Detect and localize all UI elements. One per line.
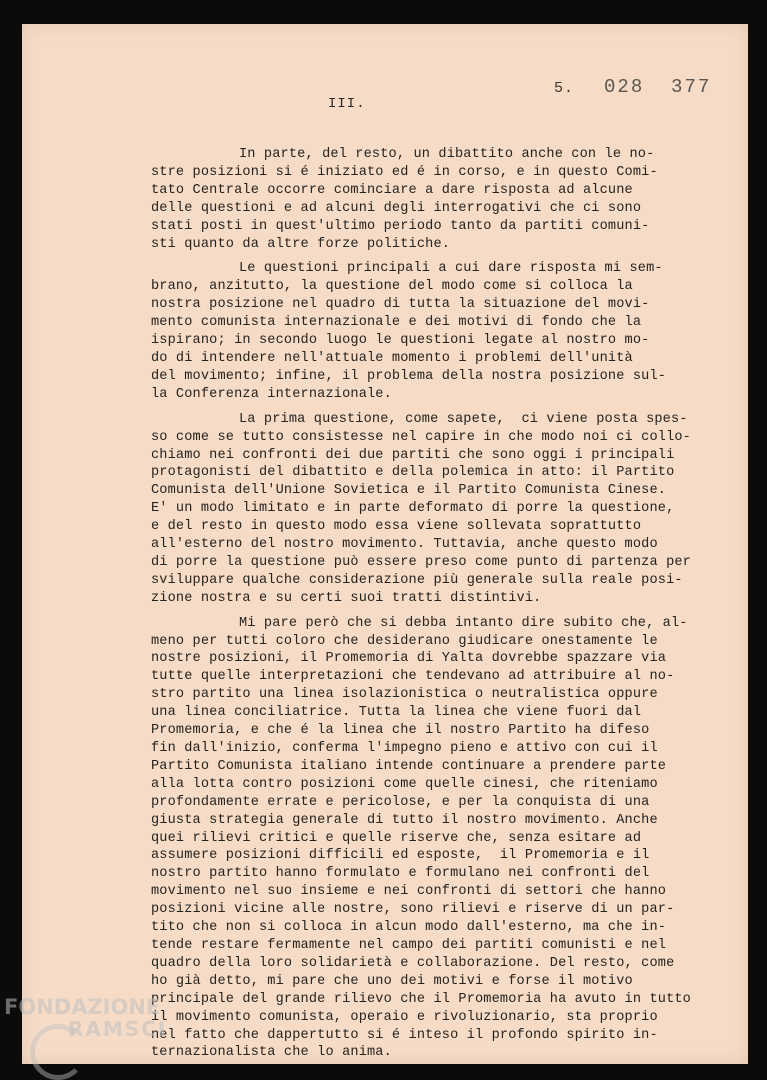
text-line: sviluppare qualche considerazione più generale sulla reale posi- [151, 572, 683, 588]
reference-number: 028 377 [604, 76, 712, 98]
text-line: stre posizioni si é iniziato ed é in corso, e in questo Comi- [151, 164, 658, 180]
document-page [22, 24, 748, 1064]
text-line: tende restare fermamente nel campo dei partiti comunisti e nel [151, 937, 667, 953]
paragraph [151, 411, 751, 608]
paragraph [151, 146, 751, 253]
text-line: all'esterno del nostro movimento. Tuttavia, anche questo modo [151, 537, 658, 553]
text-line: nel fatto che dappertutto si é inteso il profondo spirito in- [151, 1027, 658, 1043]
text-line: quadro della loro solidarietà e collaborazione. Del resto, come [151, 955, 675, 971]
text-line: chiamo nei confronti dei due partiti che sono oggi i principali [151, 447, 675, 463]
text-line: giusta strategia generale di tutto il nostro movimento. Anche [151, 812, 658, 828]
text-line: fin dall'inizio, conferma l'impegno pieno e attivo con cui il [151, 741, 658, 756]
text-line: delle questioni e ad alcuni degli interrogativi che ci sono [151, 200, 642, 216]
text-line: Partito Comunista italiano intende continuare a prendere parte [151, 758, 667, 774]
text-line: Le questioni principali a cui dare risposta mi sem- [239, 261, 663, 277]
text-line: il movimento comunista, operaio e rivoluzionario, sta proprio [151, 1009, 658, 1025]
text-line: assumere posizioni difficili ed esposte, il Promemoria e il [151, 848, 650, 864]
text-line: E' un modo limitato e in parte deformato di porre la questione, [151, 501, 675, 517]
text-line: tato Centrale occorre cominciare a dare risposta ad alcune [151, 182, 633, 198]
text-line: principale del grande rilievo che il Promemoria ha avuto in tutto [151, 991, 691, 1007]
archive-reference [554, 76, 711, 98]
text-line: ternazionalista che lo anima. [151, 1045, 392, 1061]
text-line: una linea conciliatrice. Tutta la linea che viene fuori dal [151, 705, 642, 721]
text-line: do di intendere nell'attuale momento i problemi dell'unità [151, 350, 633, 366]
text-line: so come se tutto consistesse nel capire in che modo noi ci collo- [151, 429, 691, 445]
text-line: e del resto in questo modo essa viene sollevata soprattutto [151, 519, 642, 535]
text-line: zione nostra e su certi suoi tratti distintivi. [151, 590, 542, 606]
text-line: ho già detto, mi pare che uno dei motivi e forse il motivo [151, 973, 633, 989]
reference-series: 5. [554, 80, 575, 97]
paragraph [151, 615, 751, 1063]
text-line: tutte quelle interpretazioni che tendevano ad attribuire al no- [151, 669, 675, 685]
text-line: stati posti in quest'ultimo periodo tanto da partiti comuni- [151, 218, 650, 234]
text-line: sti quanto da altre forze politiche. [151, 236, 451, 252]
text-line: profondamente errate e pericolose, e per la conquista di una [151, 794, 650, 810]
text-line: nostre posizioni, il Promemoria di Yalta dovrebbe spazzare via [151, 651, 667, 667]
text-line: di porre la questione può essere preso come punto di partenza per [151, 554, 691, 570]
text-line: brano, anzitutto, la questione del modo come si colloca la [151, 279, 633, 295]
text-line: la Conferenza internazionale. [151, 386, 392, 402]
watermark-line2: RAMSCI [68, 1017, 168, 1041]
text-line: La prima questione, come sapete, ci viene posta spes- [239, 411, 688, 427]
text-line: stro partito una linea isolazionistica o neutralistica oppure [151, 687, 658, 703]
text-line: nostro partito hanno formulato e formulano nei confronti del [151, 866, 650, 882]
paragraph [151, 260, 751, 403]
text-line: Comunista dell'Unione Sovietica e il Partito Comunista Cinese. [151, 483, 667, 499]
document-body [151, 146, 751, 1062]
text-line: In parte, del resto, un dibattito anche con le no- [239, 147, 655, 162]
page-number: III. [328, 96, 366, 112]
text-line: Promemoria, e che é la linea che il nostro Partito ha difeso [151, 723, 650, 739]
text-line: nostra posizione nel quadro di tutta la situazione del movi- [151, 297, 650, 313]
watermark [4, 996, 167, 1040]
text-line: del movimento; infine, il problema della nostra posizione sul- [151, 368, 667, 384]
text-line: movimento nel suo insieme e nei confronti di settori che hanno [151, 884, 667, 900]
text-line: quei rilievi critici e quelle riserve che, senza esitare ad [151, 830, 642, 846]
text-line: Mi pare però che si debba intanto dire subito che, al- [239, 615, 688, 631]
text-line: mento comunista internazionale e dei motivi di fondo che la [151, 315, 642, 331]
text-line: tito che non si colloca in alcun modo dall'esterno, ma che in- [151, 920, 667, 936]
watermark-line1: FONDAZIONE [4, 995, 161, 1019]
text-line: ispirano; in secondo luogo le questioni legate al nostro mo- [151, 333, 650, 349]
text-line: meno per tutti coloro che desiderano giudicare onestamente le [151, 633, 658, 649]
text-line: alla lotta contro posizioni come quelle cinesi, che riteniamo [151, 776, 658, 792]
text-line: posizioni vicine alle nostre, sono rilievi e riserve di un par- [151, 902, 675, 918]
text-line: protagonisti del dibattito e della polemica in atto: il Partito [151, 465, 675, 481]
